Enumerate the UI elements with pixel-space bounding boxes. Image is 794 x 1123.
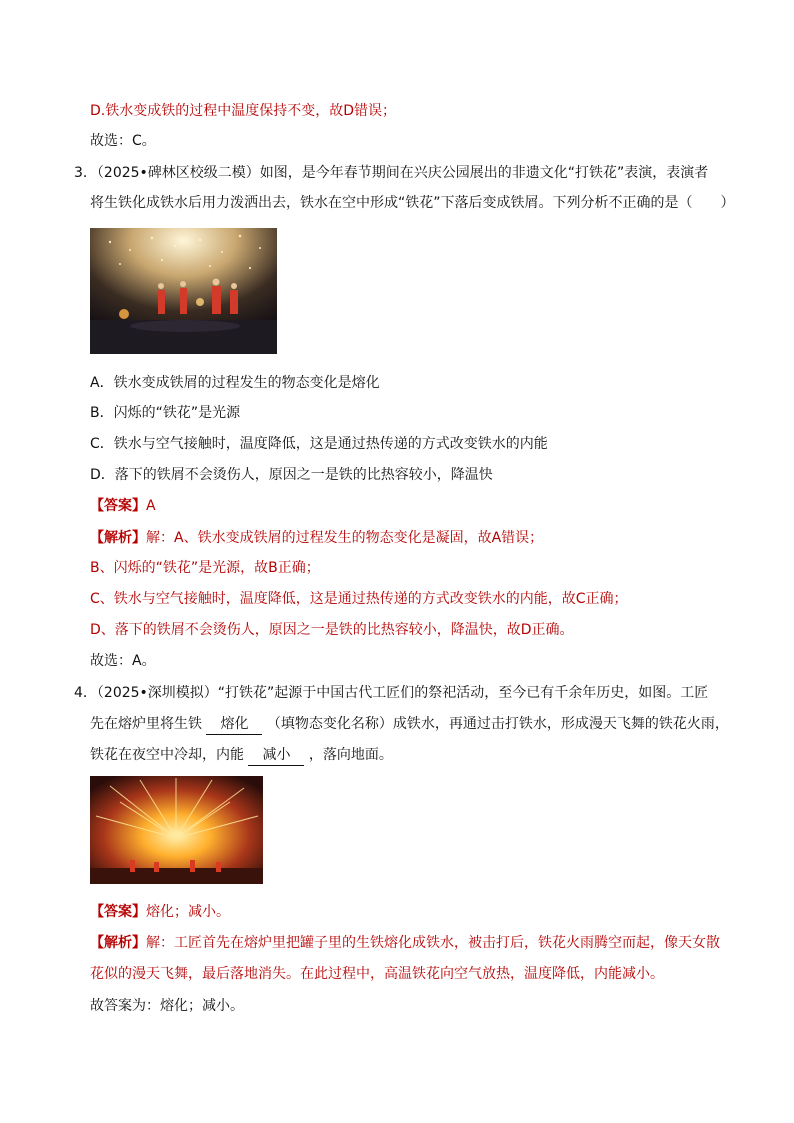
q3-option-d: D．落下的铁屑不会烫伤人，原因之一是铁的比热容较小，降温快 — [90, 467, 493, 483]
q4-blank-1: 熔化 — [206, 714, 262, 735]
q4-stem-line2-start: 先在熔炉里将生铁 — [90, 716, 202, 732]
q4-blank-2: 减小 — [248, 745, 304, 766]
q4-iron-flower-photo — [90, 776, 263, 884]
q4-answer-label: 【答案】 — [90, 904, 146, 920]
q3-option-b: B．闪烁的“铁花”是光源 — [90, 405, 241, 421]
q3-stem-line2: 将生铁化成铁水后用力泼洒出去，铁水在空中形成“铁花”下落后变成铁屑。下列分析不正确的是（ ） — [90, 195, 735, 211]
q3-iron-flower-photo — [90, 228, 277, 354]
q3-conclusion: 故选：A。 — [90, 653, 156, 669]
prev-conclusion: 故选：C。 — [90, 133, 156, 149]
q4-stem-line3 — [90, 745, 393, 766]
q3-analysis-line3: C、铁水与空气接触时，温度降低，这是通过热传递的方式改变铁水的内能，故C正确； — [90, 591, 628, 607]
q4-answer — [90, 902, 230, 922]
q3-option-a: A．铁水变成铁屑的过程发生的物态变化是熔化 — [90, 375, 380, 391]
q3-answer-value: A — [146, 498, 156, 514]
prev-option-d: D.铁水变成铁的过程中温度保持不变，故D错误； — [90, 103, 397, 119]
q3-answer-label: 【答案】 — [90, 498, 146, 514]
q3-analysis-line1 — [90, 528, 543, 548]
q3-option-c: C．铁水与空气接触时，温度降低，这是通过热传递的方式改变铁水的内能 — [90, 436, 548, 452]
q3-answer — [90, 496, 156, 516]
q4-analysis-line1 — [90, 933, 720, 953]
q3-stem-line1: 3．（2025•碑林区校级二模）如图，是今年春节期间在兴庆公园展出的非遗文化“打铁花”表演，表演者 — [74, 165, 709, 181]
q3-analysis-label: 【解析】 — [90, 530, 146, 546]
q4-stem-line3-end: ，落向地面。 — [308, 747, 393, 763]
q4-stem-line2-end: （填物态变化名称）成铁水，再通过击打铁水，形成漫天飞舞的铁花火雨， — [266, 716, 729, 732]
q3-analysis-line4: D、落下的铁屑不会烫伤人，原因之一是铁的比热容较小，降温快，故D正确。 — [90, 622, 574, 638]
q3-analysis-text1: 解：A、铁水变成铁屑的过程发生的物态变化是凝固，故A错误； — [146, 530, 544, 546]
q4-stem-line2 — [90, 714, 729, 735]
q4-conclusion: 故答案为：熔化；减小。 — [90, 998, 244, 1014]
q3-analysis-line2: B、闪烁的“铁花”是光源，故B正确； — [90, 560, 320, 576]
q4-stem-line3-start: 铁花在夜空中冷却，内能 — [90, 747, 244, 763]
q4-stem-line1: 4．（2025•深圳模拟）“打铁花”起源于中国古代工匠们的祭祀活动，至今已有千余年历史，如图。工匠 — [74, 685, 709, 701]
q4-answer-value: 熔化；减小。 — [146, 904, 230, 920]
q4-analysis-text1: 解：工匠首先在熔炉里把罐子里的生铁熔化成铁水，被击打后，铁花火雨腾空而起，像天女散 — [146, 935, 720, 951]
q4-analysis-line2: 花似的漫天飞舞，最后落地消失。在此过程中，高温铁花向空气放热，温度降低，内能减小。 — [90, 966, 664, 982]
q4-analysis-label: 【解析】 — [90, 935, 146, 951]
